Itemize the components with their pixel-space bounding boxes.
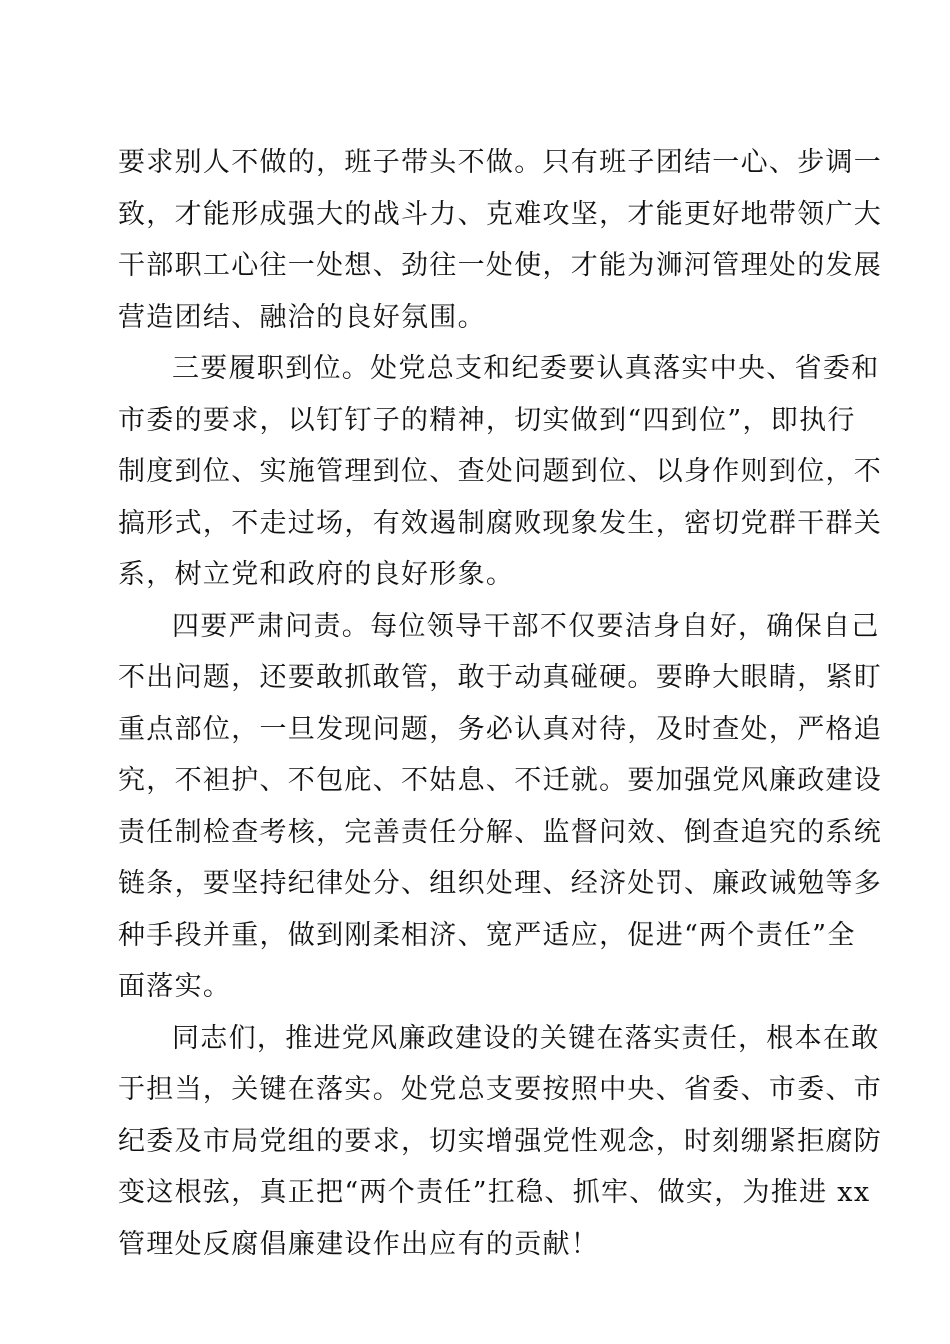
text-line: 营造团结、融洽的良好氛围。 xyxy=(118,301,486,333)
text-line: 链条，要坚持纪律处分、组织处理、经济处罚、廉政诫勉等多 xyxy=(118,868,883,899)
text-line: 致，才能形成强大的战斗力、克难攻坚，才能更好地带领广大 xyxy=(118,198,883,230)
text-line: 要求别人不做的，班子带头不做。只有班子团结一心、步调一 xyxy=(118,147,883,178)
text-line: 纪委及市局党组的要求，切实增强党性观念，时刻绷紧拒腐防 xyxy=(118,1125,883,1157)
paragraph-start-line: 四要严肃问责。每位领导干部不仅要洁身自好，确保自己 xyxy=(172,610,880,642)
paragraph-start-line: 三要履职到位。处党总支和纪委要认真落实中央、省委和 xyxy=(172,353,880,384)
text-line: 于担当，关键在落实。处党总支要按照中央、省委、市委、市 xyxy=(118,1074,883,1105)
text-line: 系，树立党和政府的良好形象。 xyxy=(118,559,515,590)
text-line: 种手段并重，做到刚柔相济、宽严适应，促进“两个责任”全 xyxy=(118,919,856,951)
text-line: 管理处反腐倡廉建设作出应有的贡献！ xyxy=(118,1228,600,1260)
text-line: 面落实。 xyxy=(118,971,232,1002)
text-line: 究，不袒护、不包庇、不姑息、不迁就。要加强党风廉政建设 xyxy=(118,765,883,796)
text-line: 重点部位，一旦发现问题，务必认真对待，及时查处，严格追 xyxy=(118,713,883,745)
text-line: 不出问题，还要敢抓敢管，敢于动真碰硬。要睁大眼睛，紧盯 xyxy=(118,662,883,693)
document-body xyxy=(118,137,883,1270)
text-line: 干部职工心往一处想、劲往一处使，才能为浉河管理处的发展 xyxy=(118,250,883,281)
text-line: 变这根弦，真正把“两个责任”扛稳、抓牢、做实，为推进 xx xyxy=(118,1177,871,1208)
text-line: 制度到位、实施管理到位、查处问题到位、以身作则到位，不 xyxy=(118,456,883,487)
text-line: 市委的要求，以钉钉子的精神，切实做到“四到位”，即执行 xyxy=(118,404,856,436)
paragraph-start-line: 同志们，推进党风廉政建设的关键在落实责任，根本在敢 xyxy=(172,1022,880,1054)
text-line: 责任制检查考核，完善责任分解、监督问效、倒查追究的系统 xyxy=(118,816,883,848)
text-line: 搞形式，不走过场，有效遏制腐败现象发生，密切党群干群关 xyxy=(118,507,883,539)
